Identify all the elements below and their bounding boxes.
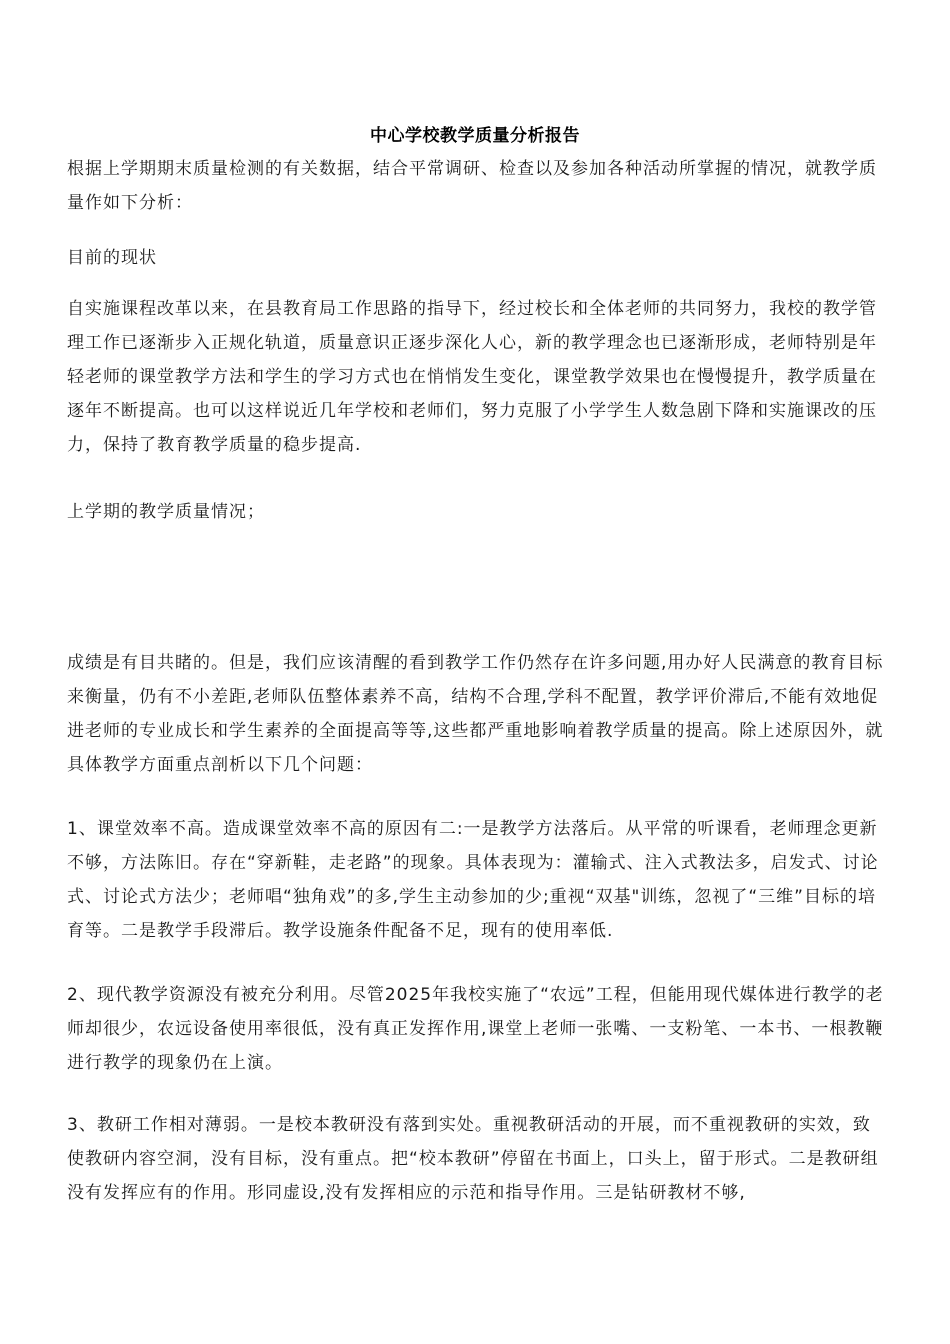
list-item-1: 1、课堂效率不高。造成课堂效率不高的原因有二:一是教学方法落后。从平常的听课看，老师理念更新不够，方法陈旧。存在“穿新鞋，走老路”的现象。具体表现为：灌输式、注入式教法多，启发式、讨论式、讨论式方法少；老师唱“独角戏”的多,学生主动参加的少;重视“双基"训练，忽视了“三维”目标的培育等。二是教学手段滞后。教学设施条件配备不足，现有的使用率低. [67,819,879,941]
document-title: 中心学校教学质量分析报告 [370,126,580,147]
list-item-2: 2、现代教学资源没有被充分利用。尽管2025年我校实施了“农远”工程，但能用现代媒体进行教学的老师却很少，农远设备使用率很低，没有真正发挥作用,课堂上老师一张嘴、一支粉笔、一本书、一根教鞭进行教学的现象仍在上演。 [67,985,884,1073]
section-heading-last-term: 上学期的教学质量情况； [67,502,265,522]
section-heading-current: 目前的现状 [67,248,157,268]
intro-paragraph: 根据上学期期末质量检测的有关数据，结合平常调研、检查以及参加各种活动所掌握的情况，就教学质量作如下分析： [67,159,877,213]
paragraph-problems: 成绩是有目共睹的。但是，我们应该清醒的看到教学工作仍然存在许多问题,用办好人民满意的教育目标来衡量，仍有不小差距,老师队伍整体素养不高，结构不合理,学科不配置，教学评价滞后,不能有效地促进老师的专业成长和学生素养的全面提高等等,这些都严重地影响着教学质量的提高。除上述原因外，就具体教学方面重点剖析以下几个问题： [67,653,884,775]
paragraph-current-status: 自实施课程改革以来，在县教育局工作思路的指导下，经过校长和全体老师的共同努力，我校的教学管理工作已逐渐步入正规化轨道，质量意识正逐步深化人心，新的教学理念也已逐渐形成，老师特别是年轻老师的课堂教学方法和学生的学习方式也在悄悄发生变化，课堂教学效果也在慢慢提升，教学质量在逐年不断提高。也可以这样说近几年学校和老师们，努力克服了小学学生人数急剧下降和实施课改的压力，保持了教育教学质量的稳步提高. [67,299,877,455]
list-item-3: 3、教研工作相对薄弱。一是校本教研没有落到实处。重视教研活动的开展，而不重视教研的实效，致使教研内容空洞，没有目标，没有重点。把“校本教研”停留在书面上，口头上，留于形式。二是教研组没有发挥应有的作用。形同虚设,没有发挥相应的示范和指导作用。三是钻研教材不够, [67,1115,879,1203]
